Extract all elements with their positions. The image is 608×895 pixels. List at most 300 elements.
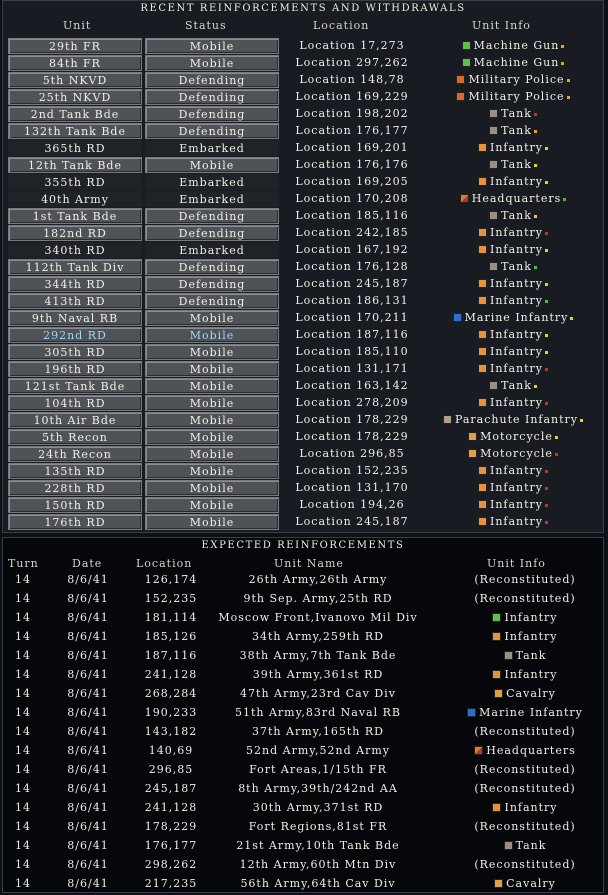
expected-location: 187,116 bbox=[144, 649, 198, 662]
status-dot-icon bbox=[570, 317, 573, 320]
date-value: 8/6/41 bbox=[67, 668, 109, 681]
expected-unit-info bbox=[449, 817, 601, 836]
status-dot-icon bbox=[567, 79, 570, 82]
status-button[interactable]: Embarked bbox=[145, 174, 279, 190]
unit-type-label: Infantry bbox=[489, 396, 544, 409]
expected-location: 140,69 bbox=[148, 744, 194, 757]
unit-location: Location 278,209 bbox=[295, 396, 409, 409]
unit-type-label: Headquarters bbox=[471, 192, 562, 205]
status-dot-icon bbox=[534, 266, 537, 269]
status-button[interactable]: Mobile bbox=[145, 344, 279, 360]
infantry-icon bbox=[478, 245, 487, 254]
turn-value: 14 bbox=[15, 858, 31, 871]
status-button[interactable]: Defending bbox=[145, 123, 279, 139]
unit-info bbox=[423, 395, 603, 411]
status-button[interactable]: Mobile bbox=[145, 463, 279, 479]
infantry-icon bbox=[492, 670, 501, 679]
unit-name: 39th Army,361st RD bbox=[252, 668, 384, 681]
unit-location: Location 152,235 bbox=[295, 464, 409, 477]
unit-button[interactable]: 340th RD bbox=[8, 242, 142, 258]
recent-row bbox=[3, 310, 603, 327]
unit-location: Location 245,187 bbox=[295, 515, 409, 528]
recent-row bbox=[3, 38, 603, 55]
status-dot-icon bbox=[545, 402, 548, 405]
expected-unit-info bbox=[449, 646, 601, 665]
unit-info bbox=[423, 446, 603, 462]
reconstituted-label: (Reconstituted) bbox=[474, 725, 576, 738]
status-button[interactable]: Defending bbox=[145, 89, 279, 105]
status-button[interactable]: Defending bbox=[145, 293, 279, 309]
infantry-icon bbox=[478, 177, 487, 186]
unit-name: Fort Areas,1/15th FR bbox=[249, 763, 387, 776]
military-police-icon bbox=[456, 75, 465, 84]
reconstituted-label: (Reconstituted) bbox=[474, 573, 576, 586]
expected-location: 298,262 bbox=[144, 858, 198, 871]
expected-location: 245,187 bbox=[144, 782, 198, 795]
unit-info bbox=[423, 259, 603, 275]
unit-type-label: Infantry bbox=[489, 362, 544, 375]
unit-type-label: Machine Gun bbox=[473, 39, 560, 52]
expected-reinforcements-panel bbox=[2, 537, 604, 893]
cavalry-icon bbox=[494, 879, 503, 888]
turn-value: 14 bbox=[15, 611, 31, 624]
unit-location: Location 131,170 bbox=[295, 481, 409, 494]
turn-value: 14 bbox=[15, 573, 31, 586]
unit-type-label: Infantry bbox=[489, 515, 544, 528]
unit-button[interactable]: 10th Air Bde bbox=[8, 412, 142, 428]
unit-type-label: Tank bbox=[501, 379, 532, 392]
expected-unit-info bbox=[449, 570, 601, 589]
unit-name: 8th Army,39th/242nd AA bbox=[238, 782, 398, 795]
unit-type-label: Tank bbox=[501, 260, 532, 273]
unit-button[interactable]: 196th RD bbox=[8, 361, 142, 377]
unit-type-label: Machine Gun bbox=[473, 56, 560, 69]
expected-unit-info bbox=[449, 798, 601, 817]
unit-location: Location 176,177 bbox=[295, 124, 409, 137]
expected-reinforcements-title: EXPECTED REINFORCEMENTS bbox=[201, 540, 405, 551]
header-turn: Turn bbox=[8, 557, 39, 570]
header-exp-location: Location bbox=[136, 557, 193, 570]
expected-row bbox=[3, 874, 603, 893]
unit-button[interactable]: 2nd Tank Bde bbox=[8, 106, 142, 122]
recent-row bbox=[3, 497, 603, 514]
expected-unit-info bbox=[449, 836, 601, 855]
status-dot-icon bbox=[545, 283, 548, 286]
expected-location: 143,182 bbox=[144, 725, 198, 738]
tank-icon bbox=[504, 841, 513, 850]
unit-location: Location 178,229 bbox=[295, 413, 409, 426]
tank-icon bbox=[504, 651, 513, 660]
recent-row bbox=[3, 429, 603, 446]
machine-gun-icon bbox=[462, 41, 471, 50]
date-value: 8/6/41 bbox=[67, 858, 109, 871]
unit-name: 37th Army,165th RD bbox=[252, 725, 384, 738]
status-dot-icon bbox=[545, 232, 548, 235]
status-button[interactable]: Mobile bbox=[145, 361, 279, 377]
infantry-icon bbox=[478, 483, 487, 492]
status-dot-icon bbox=[545, 368, 548, 371]
unit-location: Location 131,171 bbox=[295, 362, 409, 375]
unit-button[interactable]: 1st Tank Bde bbox=[8, 208, 142, 224]
headquarters-icon bbox=[460, 194, 469, 203]
status-dot-icon bbox=[545, 504, 548, 507]
tank-icon bbox=[489, 126, 498, 135]
turn-value: 14 bbox=[15, 668, 31, 681]
unit-type-label: Infantry bbox=[489, 226, 544, 239]
reconstituted-label: (Reconstituted) bbox=[474, 858, 576, 871]
expected-unit-info bbox=[449, 608, 601, 627]
unit-type-label: Infantry bbox=[489, 345, 544, 358]
recent-row bbox=[3, 480, 603, 497]
infantry-icon bbox=[492, 803, 501, 812]
recent-row bbox=[3, 225, 603, 242]
status-button[interactable]: Mobile bbox=[145, 497, 279, 513]
unit-button[interactable]: 135th RD bbox=[8, 463, 142, 479]
unit-type-label: Headquarters bbox=[486, 744, 576, 757]
turn-value: 14 bbox=[15, 725, 31, 738]
status-button[interactable]: Defending bbox=[145, 259, 279, 275]
recent-reinforcements-title: RECENT REINFORCEMENTS AND WITHDRAWALS bbox=[140, 3, 466, 14]
recent-row bbox=[3, 361, 603, 378]
unit-name: 12th Army,60th Mtn Div bbox=[239, 858, 397, 871]
status-button[interactable]: Mobile bbox=[145, 395, 279, 411]
unit-info bbox=[423, 412, 603, 428]
recent-row bbox=[3, 412, 603, 429]
status-dot-icon bbox=[545, 470, 548, 473]
expected-location: 241,128 bbox=[144, 668, 198, 681]
expected-unit-info bbox=[449, 589, 601, 608]
unit-type-label: Tank bbox=[501, 158, 532, 171]
expected-location: 268,284 bbox=[144, 687, 198, 700]
expected-row bbox=[3, 741, 603, 760]
status-button[interactable]: Embarked bbox=[145, 140, 279, 156]
expected-location: 126,174 bbox=[144, 573, 198, 586]
expected-row bbox=[3, 665, 603, 684]
date-value: 8/6/41 bbox=[67, 649, 109, 662]
unit-type-label: Motorcycle bbox=[480, 430, 553, 443]
header-status: Status bbox=[185, 19, 227, 32]
recent-row bbox=[3, 72, 603, 89]
expected-row bbox=[3, 760, 603, 779]
unit-info bbox=[423, 89, 603, 105]
unit-type-label: Marine Infantry bbox=[479, 706, 583, 719]
expected-unit-info bbox=[449, 855, 601, 874]
header-exp-unit-info: Unit Info bbox=[487, 557, 546, 570]
turn-value: 14 bbox=[15, 630, 31, 643]
unit-location: Location 296,85 bbox=[299, 447, 405, 460]
unit-type-label: Infantry bbox=[489, 481, 544, 494]
unit-location: Location 178,229 bbox=[295, 430, 409, 443]
recent-row bbox=[3, 514, 603, 531]
recent-row bbox=[3, 344, 603, 361]
unit-button[interactable]: 176th RD bbox=[8, 514, 142, 530]
unit-name: Moscow Front,Ivanovo Mil Div bbox=[218, 611, 418, 624]
unit-button[interactable]: 12th Tank Bde bbox=[8, 157, 142, 173]
expected-unit-info bbox=[449, 665, 601, 684]
expected-row bbox=[3, 627, 603, 646]
turn-value: 14 bbox=[15, 877, 31, 890]
unit-location: Location 169,201 bbox=[295, 141, 409, 154]
infantry-icon bbox=[478, 330, 487, 339]
unit-type-label: Military Police bbox=[468, 73, 565, 86]
status-dot-icon bbox=[561, 62, 564, 65]
unit-button[interactable]: 5th Recon bbox=[8, 429, 142, 445]
header-unit-name: Unit Name bbox=[274, 557, 344, 570]
unit-button[interactable]: 150th RD bbox=[8, 497, 142, 513]
unit-button[interactable]: 84th FR bbox=[8, 55, 142, 71]
unit-info bbox=[423, 276, 603, 292]
recent-row bbox=[3, 106, 603, 123]
recent-row bbox=[3, 259, 603, 276]
date-value: 8/6/41 bbox=[67, 820, 109, 833]
turn-value: 14 bbox=[15, 592, 31, 605]
status-dot-icon bbox=[545, 487, 548, 490]
recent-row bbox=[3, 327, 603, 344]
infantry-icon bbox=[478, 364, 487, 373]
tank-icon bbox=[489, 262, 498, 271]
date-value: 8/6/41 bbox=[67, 782, 109, 795]
unit-info bbox=[423, 174, 603, 190]
unit-type-label: Cavalry bbox=[506, 687, 556, 700]
expected-location: 296,85 bbox=[148, 763, 194, 776]
unit-button[interactable]: 112th Tank Div bbox=[8, 259, 142, 275]
status-dot-icon bbox=[545, 334, 548, 337]
expected-row bbox=[3, 570, 603, 589]
unit-type-label: Infantry bbox=[504, 801, 558, 814]
unit-type-label: Infantry bbox=[489, 328, 544, 341]
turn-value: 14 bbox=[15, 706, 31, 719]
machine-gun-icon bbox=[462, 58, 471, 67]
infantry-icon bbox=[478, 398, 487, 407]
expected-row bbox=[3, 608, 603, 627]
unit-info bbox=[423, 106, 603, 122]
unit-type-label: Marine Infantry bbox=[464, 311, 569, 324]
recent-row bbox=[3, 242, 603, 259]
unit-type-label: Infantry bbox=[489, 141, 544, 154]
unit-location: Location 148,78 bbox=[299, 73, 405, 86]
recent-reinforcements-panel bbox=[2, 0, 604, 533]
status-button[interactable]: Mobile bbox=[145, 157, 279, 173]
expected-unit-info bbox=[449, 627, 601, 646]
expected-unit-info bbox=[449, 760, 601, 779]
marine-infantry-icon bbox=[467, 708, 476, 717]
status-button[interactable]: Mobile bbox=[145, 412, 279, 428]
expected-location: 217,235 bbox=[144, 877, 198, 890]
unit-button[interactable]: 365th RD bbox=[8, 140, 142, 156]
unit-type-label: Infantry bbox=[489, 175, 544, 188]
status-dot-icon bbox=[534, 113, 537, 116]
expected-location: 178,229 bbox=[144, 820, 198, 833]
reconstituted-label: (Reconstituted) bbox=[474, 820, 576, 833]
expected-unit-info bbox=[449, 741, 601, 760]
status-button[interactable]: Mobile bbox=[145, 429, 279, 445]
unit-type-label: Tank bbox=[501, 124, 532, 137]
date-value: 8/6/41 bbox=[67, 877, 109, 890]
date-value: 8/6/41 bbox=[67, 839, 109, 852]
unit-info bbox=[423, 293, 603, 309]
unit-info bbox=[423, 140, 603, 156]
status-button[interactable]: Mobile bbox=[145, 38, 279, 54]
unit-info bbox=[423, 191, 603, 207]
expected-row bbox=[3, 684, 603, 703]
unit-location: Location 170,208 bbox=[295, 192, 409, 205]
status-button[interactable]: Mobile bbox=[145, 446, 279, 462]
unit-type-label: Tank bbox=[515, 649, 547, 662]
unit-type-label: Infantry bbox=[489, 277, 544, 290]
unit-location: Location 185,110 bbox=[295, 345, 409, 358]
unit-button[interactable]: 132th Tank Bde bbox=[8, 123, 142, 139]
military-police-icon bbox=[456, 92, 465, 101]
reconstituted-label: (Reconstituted) bbox=[474, 592, 576, 605]
unit-info bbox=[423, 55, 603, 71]
status-dot-icon bbox=[534, 215, 537, 218]
date-value: 8/6/41 bbox=[67, 801, 109, 814]
unit-type-label: Infantry bbox=[489, 294, 544, 307]
expected-location: 176,177 bbox=[144, 839, 198, 852]
unit-info bbox=[423, 72, 603, 88]
expected-location: 190,233 bbox=[144, 706, 198, 719]
recent-row bbox=[3, 276, 603, 293]
status-button[interactable]: Mobile bbox=[145, 327, 279, 343]
expected-row bbox=[3, 703, 603, 722]
status-button[interactable]: Defending bbox=[145, 106, 279, 122]
reconstituted-label: (Reconstituted) bbox=[474, 782, 576, 795]
unit-location: Location 169,229 bbox=[295, 90, 409, 103]
motorcycle-icon bbox=[468, 449, 477, 458]
status-button[interactable]: Mobile bbox=[145, 55, 279, 71]
unit-info bbox=[423, 242, 603, 258]
infantry-icon bbox=[492, 632, 501, 641]
status-dot-icon bbox=[567, 96, 570, 99]
expected-unit-info bbox=[449, 874, 601, 893]
unit-button[interactable]: 9th Naval RB bbox=[8, 310, 142, 326]
turn-value: 14 bbox=[15, 687, 31, 700]
unit-button[interactable]: 40th Army bbox=[8, 191, 142, 207]
status-button[interactable]: Defending bbox=[145, 72, 279, 88]
status-dot-icon bbox=[545, 521, 548, 524]
infantry-icon bbox=[478, 517, 487, 526]
date-value: 8/6/41 bbox=[67, 611, 109, 624]
unit-button[interactable]: 355th RD bbox=[8, 174, 142, 190]
unit-type-label: Tank bbox=[515, 839, 547, 852]
date-value: 8/6/41 bbox=[67, 573, 109, 586]
recent-row bbox=[3, 140, 603, 157]
status-button[interactable]: Mobile bbox=[145, 378, 279, 394]
recent-row bbox=[3, 293, 603, 310]
unit-button[interactable]: 121st Tank Bde bbox=[8, 378, 142, 394]
motorcycle-icon bbox=[468, 432, 477, 441]
status-button[interactable]: Mobile bbox=[145, 310, 279, 326]
date-value: 8/6/41 bbox=[67, 706, 109, 719]
status-dot-icon bbox=[545, 181, 548, 184]
infantry-icon bbox=[478, 296, 487, 305]
unit-info bbox=[423, 429, 603, 445]
unit-button[interactable]: 182nd RD bbox=[8, 225, 142, 241]
infantry-icon bbox=[478, 500, 487, 509]
unit-name: 21st Army,10th Tank Bde bbox=[236, 839, 400, 852]
tank-icon bbox=[489, 160, 498, 169]
expected-row bbox=[3, 817, 603, 836]
recent-row bbox=[3, 446, 603, 463]
status-button[interactable]: Embarked bbox=[145, 191, 279, 207]
recent-row bbox=[3, 55, 603, 72]
unit-type-label: Infantry bbox=[504, 668, 558, 681]
unit-info bbox=[423, 225, 603, 241]
expected-location: 185,126 bbox=[144, 630, 198, 643]
expected-location: 181,114 bbox=[144, 611, 198, 624]
unit-location: Location 187,116 bbox=[295, 328, 409, 341]
recent-row bbox=[3, 123, 603, 140]
green-infantry-icon bbox=[492, 613, 501, 622]
tank-icon bbox=[489, 109, 498, 118]
unit-type-label: Tank bbox=[501, 209, 532, 222]
turn-value: 14 bbox=[15, 801, 31, 814]
unit-button[interactable]: 413th RD bbox=[8, 293, 142, 309]
status-dot-icon bbox=[534, 385, 537, 388]
unit-location: Location 185,116 bbox=[295, 209, 409, 222]
unit-location: Location 186,131 bbox=[295, 294, 409, 307]
status-button[interactable]: Defending bbox=[145, 225, 279, 241]
header-unit: Unit bbox=[63, 19, 92, 32]
expected-row bbox=[3, 798, 603, 817]
unit-button[interactable]: 25th NKVD bbox=[8, 89, 142, 105]
date-value: 8/6/41 bbox=[67, 744, 109, 757]
cavalry-icon bbox=[494, 689, 503, 698]
recent-row bbox=[3, 89, 603, 106]
unit-button[interactable]: 292nd RD bbox=[8, 327, 142, 343]
unit-location: Location 194,26 bbox=[299, 498, 405, 511]
expected-row bbox=[3, 779, 603, 798]
status-button[interactable]: Mobile bbox=[145, 514, 279, 530]
unit-location: Location 170,211 bbox=[295, 311, 409, 324]
unit-location: Location 163,142 bbox=[295, 379, 409, 392]
status-button[interactable]: Defending bbox=[145, 276, 279, 292]
unit-info bbox=[423, 38, 603, 54]
unit-button[interactable]: 228th RD bbox=[8, 480, 142, 496]
unit-button[interactable]: 344th RD bbox=[8, 276, 142, 292]
unit-info bbox=[423, 157, 603, 173]
status-dot-icon bbox=[545, 300, 548, 303]
status-button[interactable]: Defending bbox=[145, 208, 279, 224]
date-value: 8/6/41 bbox=[67, 687, 109, 700]
unit-location: Location 242,185 bbox=[295, 226, 409, 239]
unit-info bbox=[423, 123, 603, 139]
unit-button[interactable]: 24th Recon bbox=[8, 446, 142, 462]
status-dot-icon bbox=[545, 249, 548, 252]
date-value: 8/6/41 bbox=[67, 725, 109, 738]
unit-type-label: Tank bbox=[501, 107, 532, 120]
status-button[interactable]: Mobile bbox=[145, 480, 279, 496]
status-dot-icon bbox=[561, 45, 564, 48]
unit-location: Location 169,205 bbox=[295, 175, 409, 188]
unit-button[interactable]: 5th NKVD bbox=[8, 72, 142, 88]
unit-button[interactable]: 29th FR bbox=[8, 38, 142, 54]
status-button[interactable]: Embarked bbox=[145, 242, 279, 258]
unit-location: Location 176,176 bbox=[295, 158, 409, 171]
unit-info bbox=[423, 378, 603, 394]
status-dot-icon bbox=[580, 419, 583, 422]
unit-button[interactable]: 305th RD bbox=[8, 344, 142, 360]
status-dot-icon bbox=[534, 164, 537, 167]
unit-location: Location 245,187 bbox=[295, 277, 409, 290]
unit-type-label: Infantry bbox=[504, 611, 558, 624]
infantry-icon bbox=[478, 466, 487, 475]
header-date: Date bbox=[72, 557, 103, 570]
unit-button[interactable]: 104th RD bbox=[8, 395, 142, 411]
recent-row bbox=[3, 191, 603, 208]
infantry-icon bbox=[478, 279, 487, 288]
turn-value: 14 bbox=[15, 763, 31, 776]
